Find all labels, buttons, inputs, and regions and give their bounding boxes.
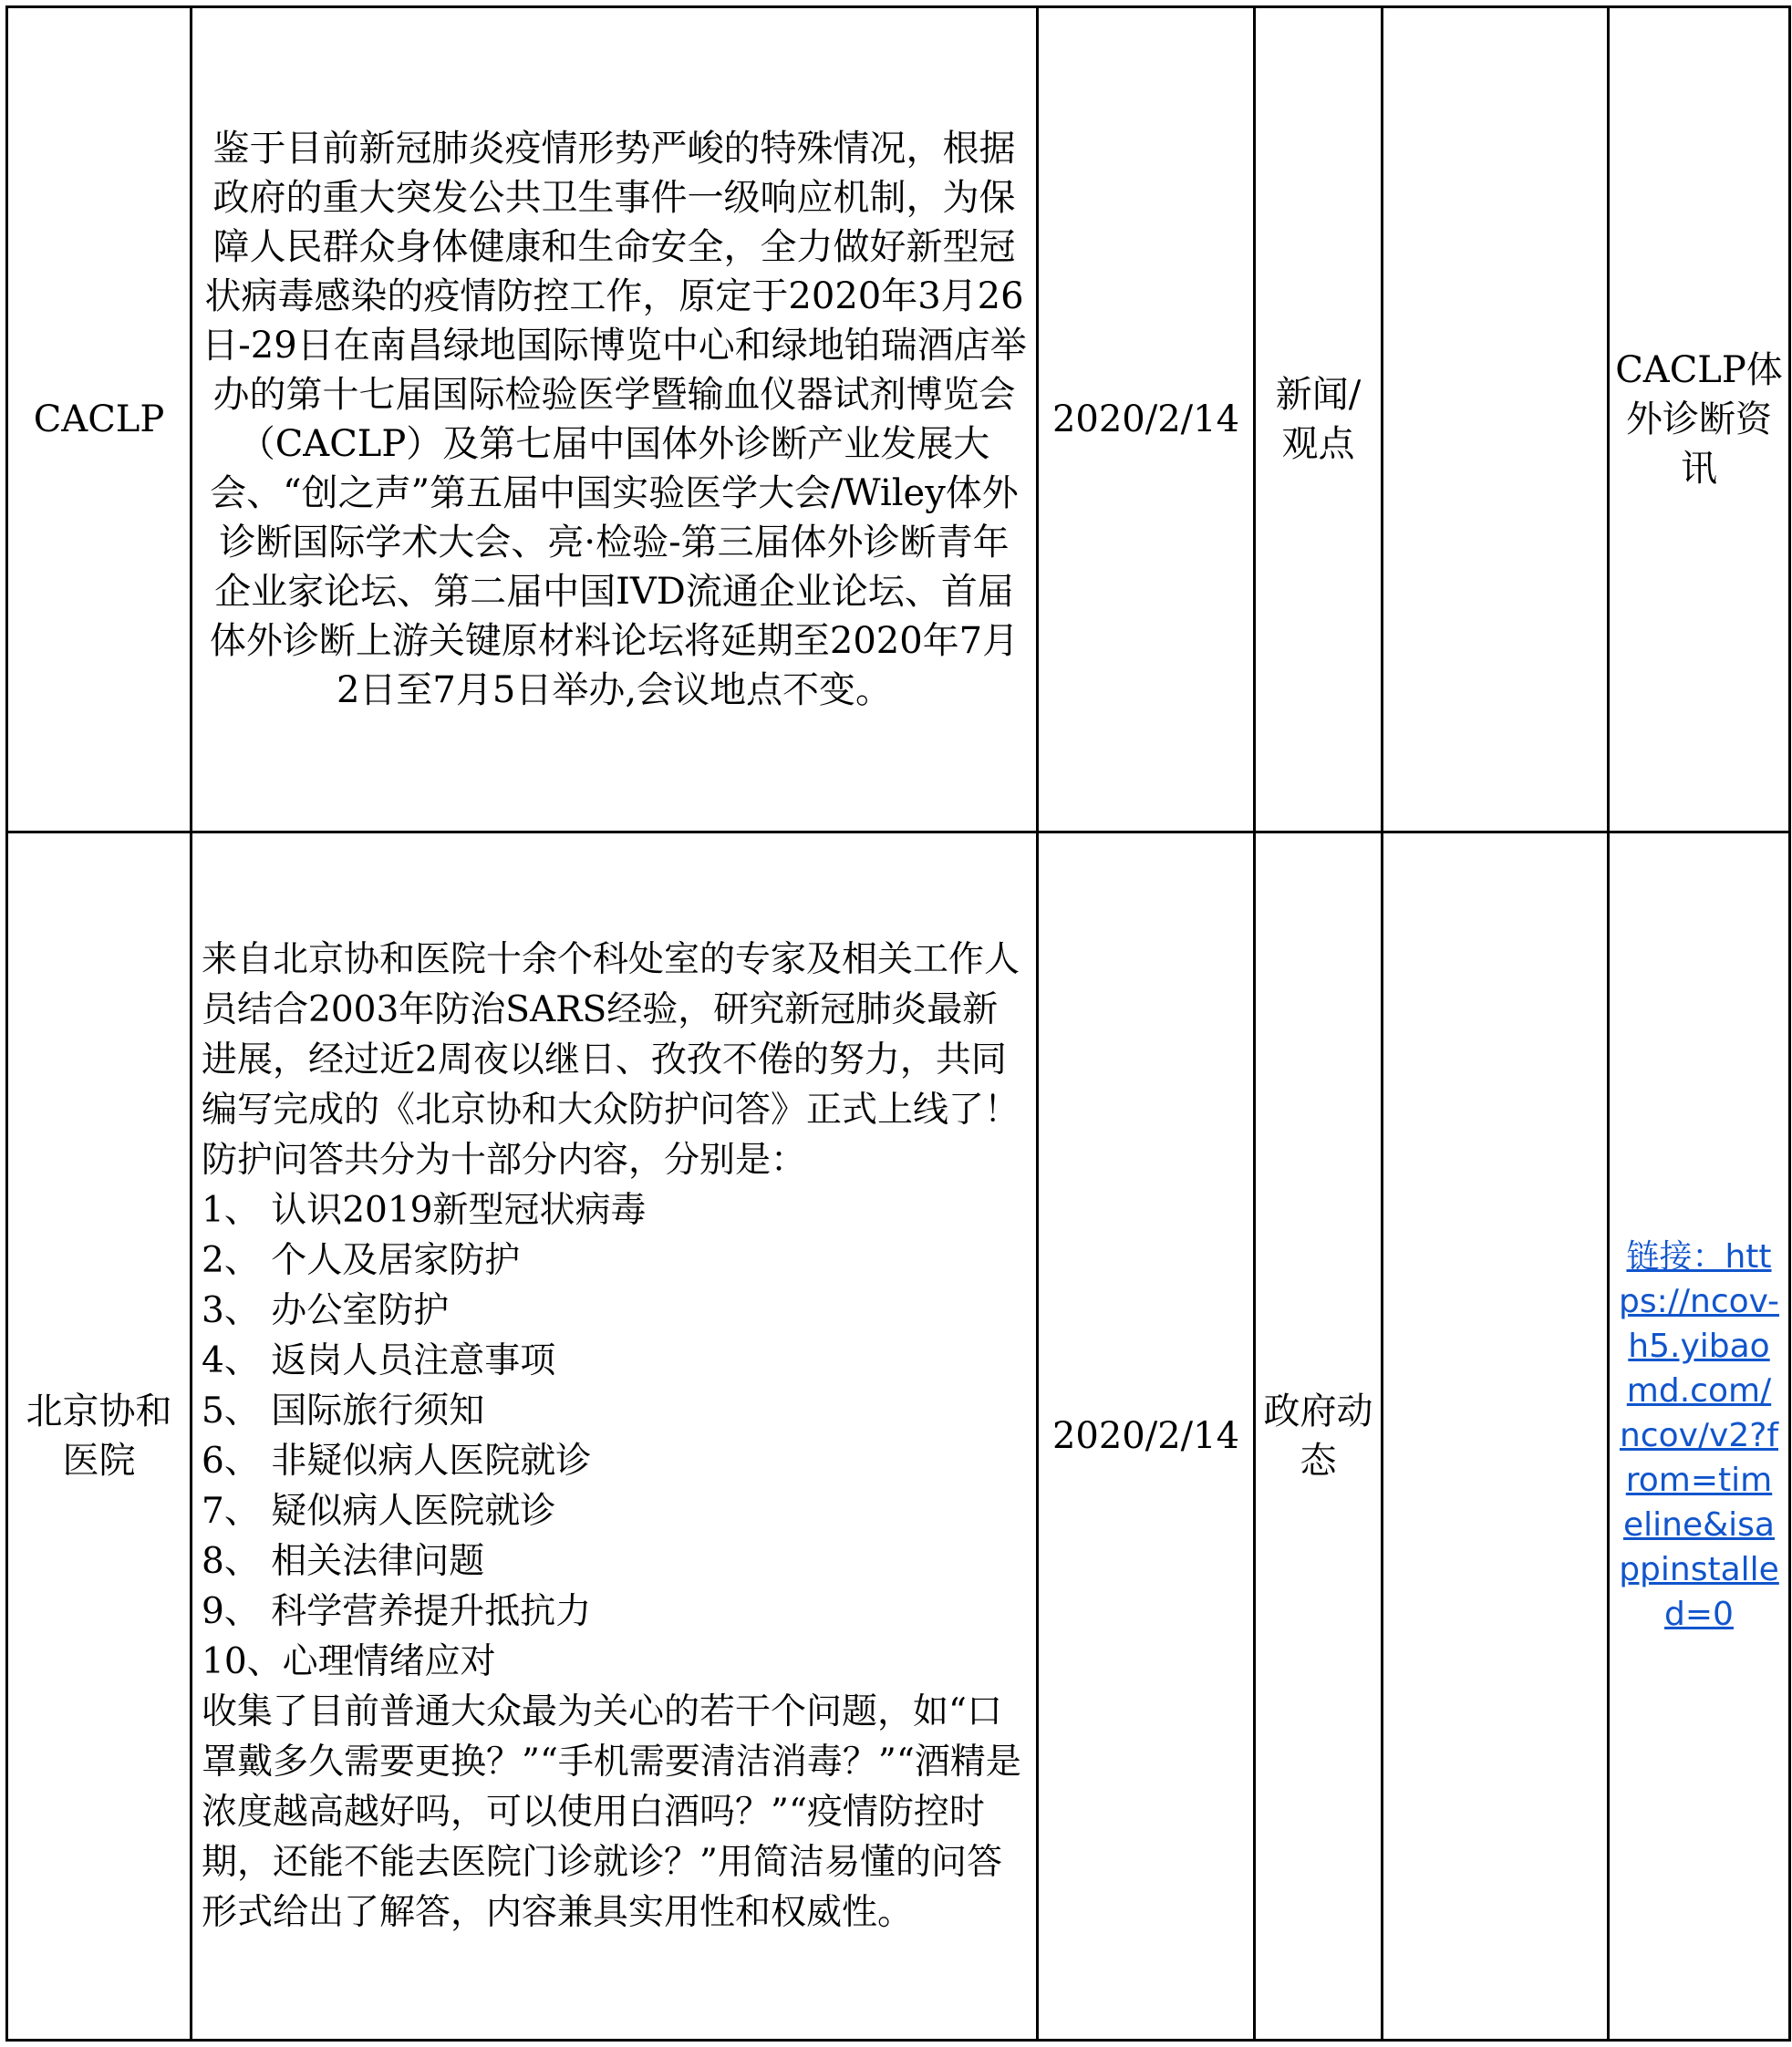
content-block [192, 935, 1036, 1938]
source-text: CACLP [33, 398, 165, 440]
article-link[interactable]: 链接：https://ncov-h5.yibaomd.com/ncov/v2?from=timeline&isappinstalled=0 [1619, 1238, 1779, 1633]
content-text: 鉴于目前新冠肺炎疫情形势严峻的特殊情况，根据政府的重大突发公共卫生事件一级响应机制，为保障人民群众身体健康和生命安全，全力做好新型冠状病毒感染的疫情防控工作，原定于2020年3月26日-29日在南昌绿地国际博览中心和绿地铂瑞酒店举办的第十七届国际检验医学暨输血仪器试剂博览会（CACLP）及第七届中国体外诊断产业发展大会、“创之声”第五届中国实验医学大会/Wiley体外诊断国际学术大会、亮·检验-第三届体外诊断青年企业家论坛、第二届中国IVD流通企业论坛、首届体外诊断上游关键原材料论坛将延期至2020年7月2日至7月5日举办,会议地点不变。 [202, 128, 1027, 711]
channel-cell [1609, 7, 1790, 832]
type-cell [1255, 832, 1383, 2041]
type-text: 政府动态 [1263, 1391, 1373, 1482]
type-text: 新闻/观点 [1275, 374, 1362, 465]
content-intro: 来自北京协和医院十余个科处室的专家及相关工作人员结合2003年防治SARS经验，研究新冠肺炎最新进展，经过近2周夜以继日、孜孜不倦的努力，共同编写完成的《北京协和大众防护问答》正式上线了！防护问答共分为十部分内容，分别是： [202, 939, 1020, 1181]
list-item: 10、心理情绪应对 [202, 1641, 496, 1682]
source-cell [7, 7, 192, 832]
content-cell [192, 7, 1038, 832]
channel-text: CACLP体外诊断资讯 [1615, 349, 1783, 490]
list-item: 7、 疑似病人医院就诊 [202, 1491, 556, 1532]
link-cell [1609, 832, 1790, 2041]
date-text: 2020/2/14 [1051, 1415, 1240, 1457]
news-table [5, 5, 1791, 2042]
table-row [7, 7, 1790, 832]
list-item: 8、 相关法律问题 [202, 1541, 485, 1582]
list-item: 1、 认识2019新型冠状病毒 [202, 1190, 647, 1231]
source-cell [7, 832, 192, 2041]
content-outro: 收集了目前普通大众最为关心的若干个问题，如“口罩戴多久需要更换？”“手机需要清洁消毒？”“酒精是浓度越高越好吗，可以使用白酒吗？”“疫情防控时期，还能不能去医院门诊就诊？”用简洁易懂的问答形式给出了解答，内容兼具实用性和权威性。 [202, 1691, 1021, 1933]
date-text: 2020/2/14 [1051, 398, 1240, 440]
empty-cell [1383, 7, 1609, 832]
empty-cell [1383, 832, 1609, 2041]
date-cell [1038, 7, 1255, 832]
list-item: 4、 返岗人员注意事项 [202, 1340, 556, 1381]
table-row [7, 832, 1790, 2041]
content-cell [192, 832, 1038, 2041]
source-text: 北京协和医院 [26, 1391, 172, 1482]
list-item: 9、 科学营养提升抵抗力 [202, 1591, 592, 1632]
list-item: 5、 国际旅行须知 [202, 1391, 485, 1432]
list-item: 6、 非疑似病人医院就诊 [202, 1441, 592, 1482]
list-item: 2、 个人及居家防护 [202, 1240, 521, 1281]
type-cell [1255, 7, 1383, 832]
list-item: 3、 办公室防护 [202, 1290, 450, 1331]
date-cell [1038, 832, 1255, 2041]
